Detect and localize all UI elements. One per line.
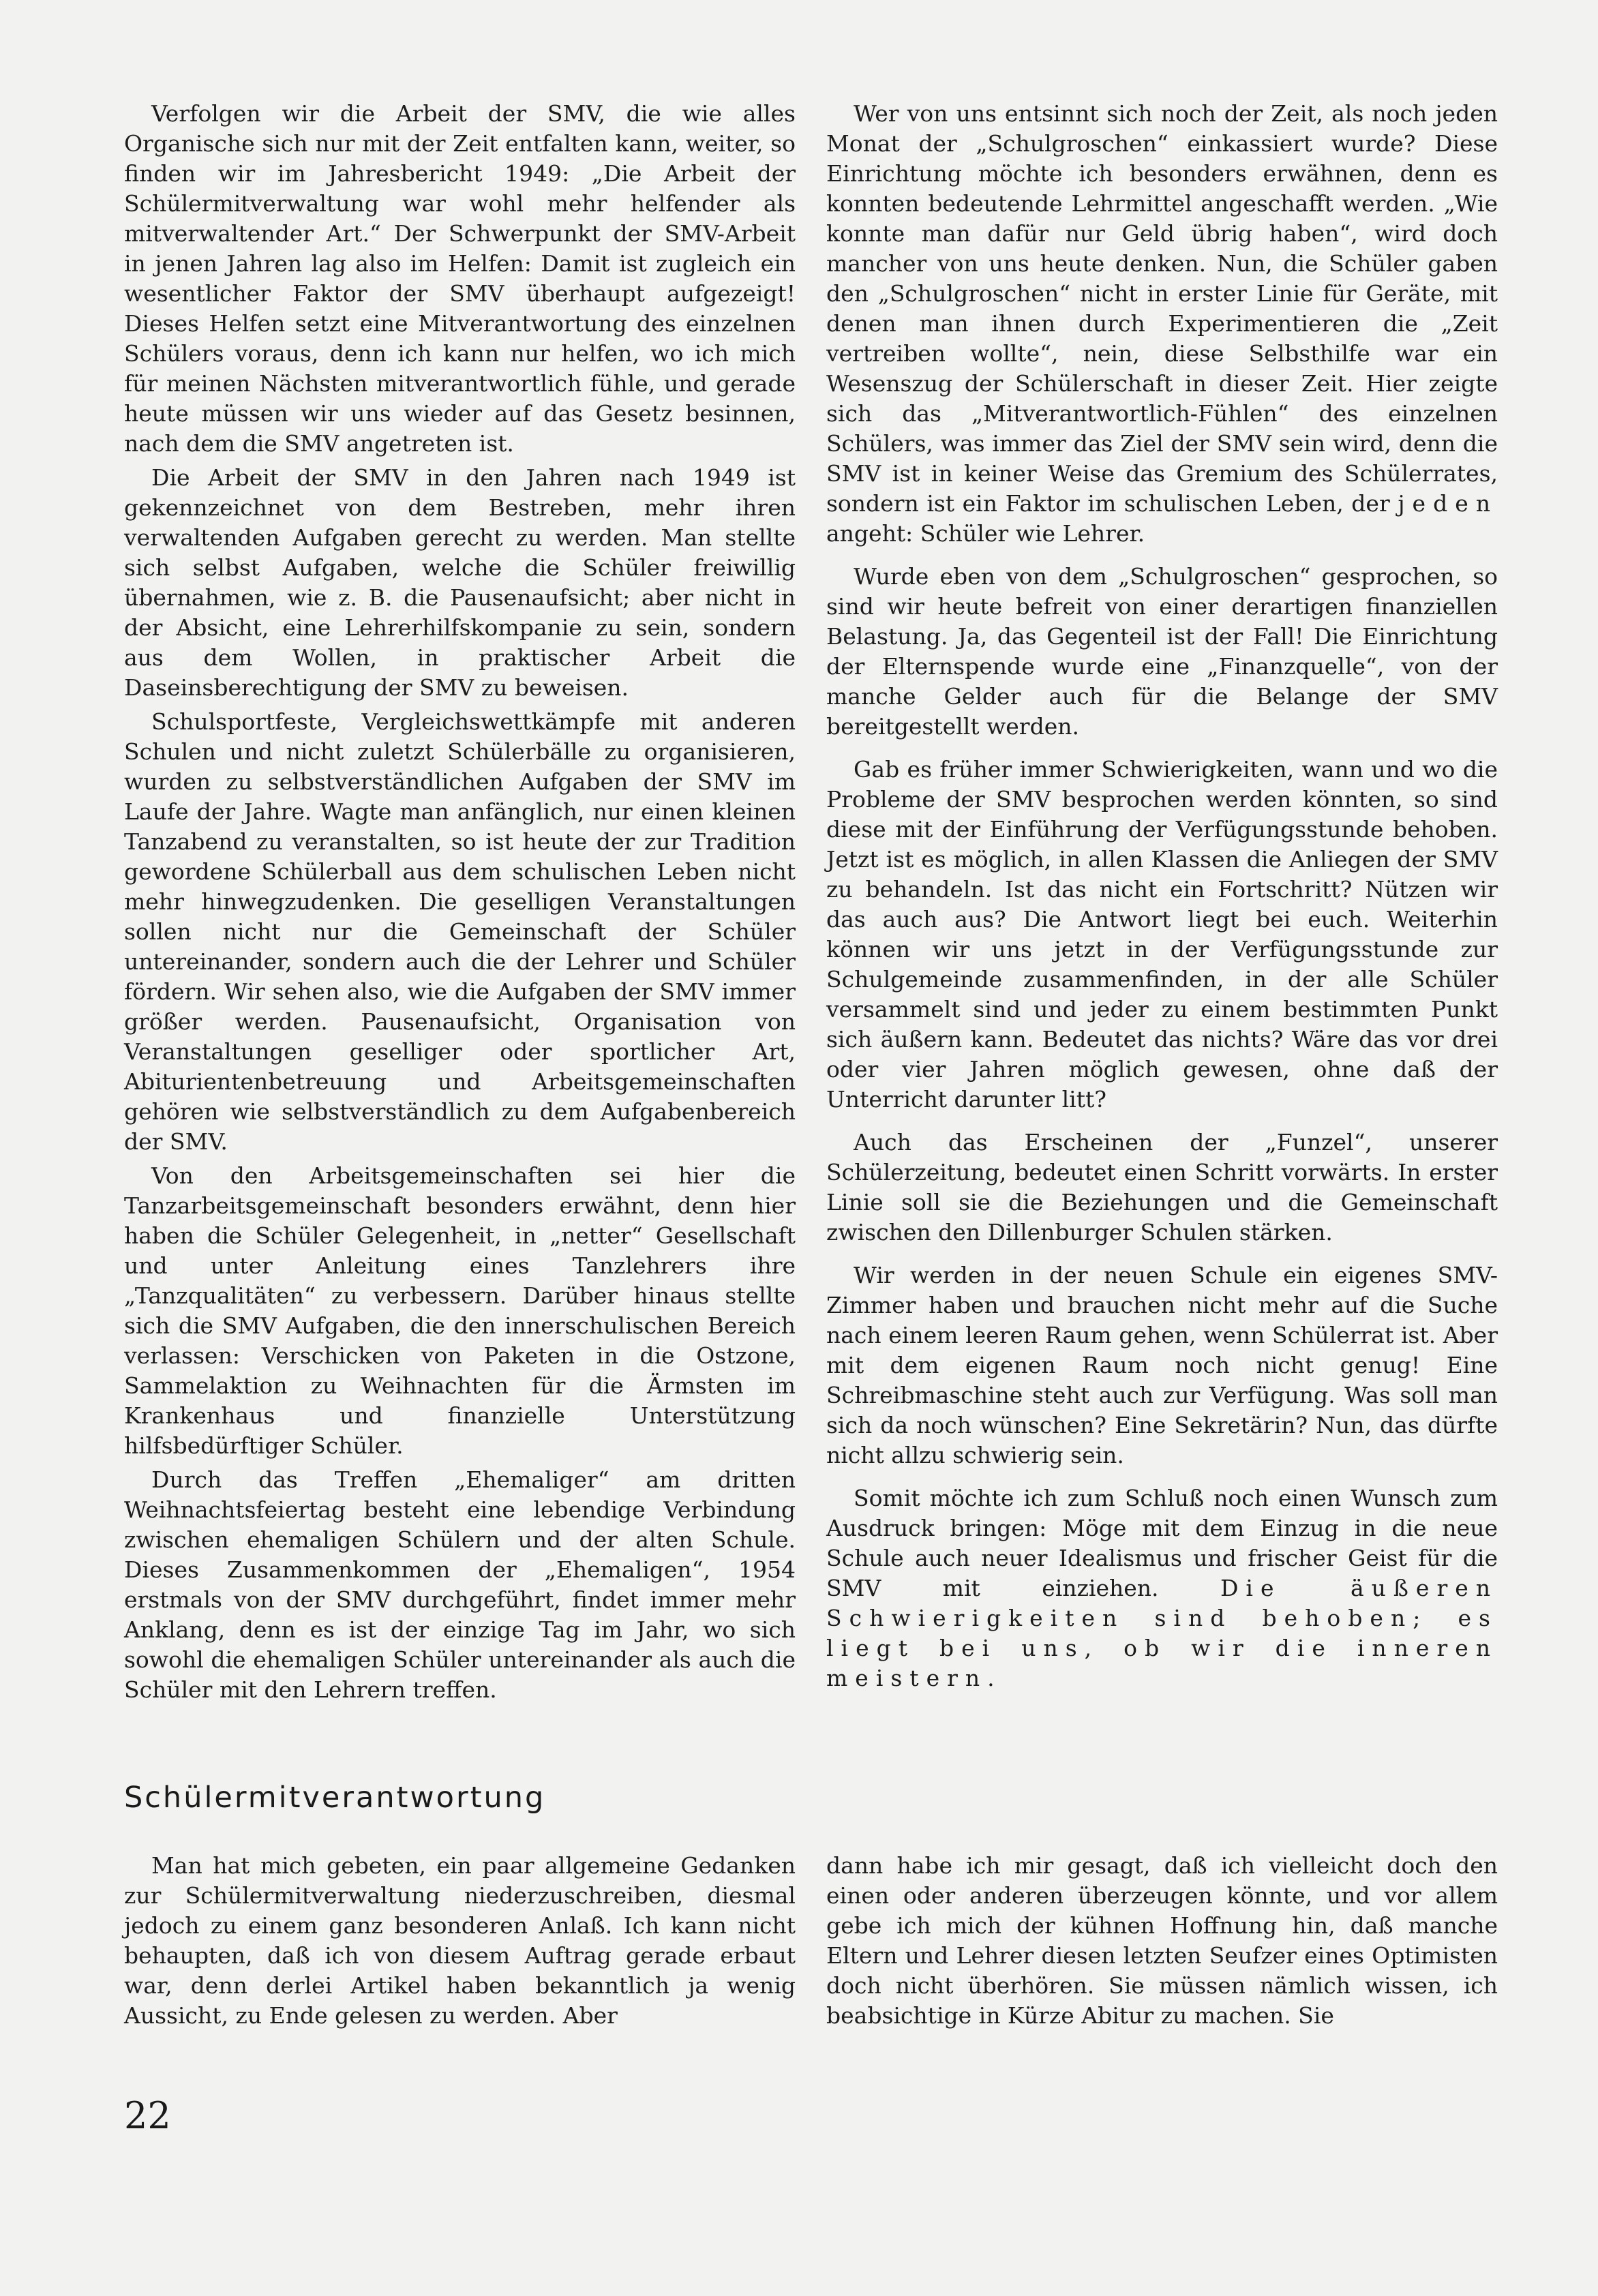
paragraph (826, 1483, 1498, 1693)
paragraph: Von den Arbeitsgemeinschaften sei hier die Tanzarbeitsgemeinschaft besonders erwähnt, denn hier haben die Schüler Gelegenheit, in „netter“ Gesellschaft und unter Anleitung eines Tanzlehrers ihre „Tanzqualitäten“ zu verbessern. Darüber hinaus stellte sich die SMV Aufgaben, die den innerschulischen Bereich verlassen: Verschicken von Paketen in die Ostzone, Sammelaktion zu Weihnachten für die Ärmsten im Krankenhaus und finanzielle Unterstützung hilfsbedürftiger Schüler. (124, 1162, 796, 1459)
page-number: 22 (124, 2094, 171, 2137)
paragraph (826, 99, 1498, 549)
section-left-column (124, 1851, 796, 2031)
paragraph: Auch das Erscheinen der „Funzel“, unserer Schülerzeitung, bedeutet einen Schritt vorwärts. In erster Linie soll sie die Beziehungen und die Gemeinschaft zwischen den Dillenburger Schulen stärken. (826, 1129, 1498, 1245)
paragraph-text-end: angeht: Schüler wie Lehrer. (826, 520, 1145, 547)
section-heading: Schülermitverantwortung (124, 1781, 546, 1815)
paragraph: Verfolgen wir die Arbeit der SMV, die wie alles Organische sich nur mit der Zeit entfalten kann, weiter, so finden wir im Jahresbericht 1949: „Die Arbeit der Schülermitverwaltung war wohl mehr helfender als mitverwaltender Art.“ Der Schwerpunkt der SMV-Arbeit in jenen Jahren lag also im Helfen: Damit ist zugleich ein wesentlicher Faktor der SMV überhaupt aufgezeigt! Dieses Helfen setzt eine Mitverantwortung des einzelnen Schülers voraus, denn ich kann nur helfen, wo ich mich für meinen Nächsten mitverantwortlich fühle, und gerade heute müssen wir uns wieder auf das Gesetz besinnen, nach dem die SMV angetreten ist. (124, 100, 796, 457)
paragraph: Gab es früher immer Schwierigkeiten, wann und wo die Probleme der SMV besprochen werden könnten, so sind diese mit der Einführung der Verfügungsstunde behoben. Jetzt ist es möglich, in allen Klassen die Anliegen der SMV zu behandeln. Ist das nicht ein Fortschritt? Nützen wir das auch aus? Die Antwort liegt bei euch. Weiterhin können wir uns jetzt in der Verfügungsstunde zur Schulgemeinde zusammenfinden, in der alle Schüler versammelt sind und jeder zu einem bestimmten Punkt sich äußern kann. Bedeutet das nichts? Wäre das vor drei oder vier Jahren möglich gewesen, ohne daß der Unterricht darunter litt? (826, 756, 1498, 1113)
paragraph: Durch das Treffen „Ehemaliger“ am dritten Weihnachtsfeiertag besteht eine lebendige Verbindung zwischen ehemaligen Schülern und der alten Schule. Dieses Zusammenkommen der „Ehemaligen“, 1954 erstmals von der SMV durchgeführt, findet immer mehr Anklang, denn es ist der einzige Tag im Jahr, wo sich sowohl die ehemaligen Schüler untereinander als auch die Schüler mit den Lehrern treffen. (124, 1466, 796, 1703)
paragraph: Die Arbeit der SMV in den Jahren nach 1949 ist gekennzeichnet von dem Bestreben, mehr ihren verwaltenden Aufgaben gerecht zu werden. Man stellte sich selbst Aufgaben, welche die Schüler freiwillig übernahmen, wie z. B. die Pausenaufsicht; aber nicht in der Absicht, eine Lehrerhilfskompanie zu sein, sondern aus dem Wollen, in praktischer Arbeit die Daseinsberechtigung der SMV zu beweisen. (124, 464, 796, 701)
left-column (124, 99, 796, 1705)
paragraph-text: Somit möchte ich zum Schluß noch einen Wunsch zum Ausdruck bringen: Möge mit dem Einzug in die neue Schule auch neuer Idealismus und frischer Geist für die SMV mit einziehen. (826, 1485, 1498, 1601)
emphasized-word: jeden (1398, 490, 1498, 517)
section-right-column (826, 1851, 1498, 2031)
paragraph: Schulsportfeste, Vergleichswettkämpfe mit anderen Schulen und nicht zuletzt Schülerbälle zu organisieren, wurden zu selbstverständlichen Aufgaben der SMV im Laufe der Jahre. Wagte man anfänglich, nur einen kleinen Tanzabend zu veranstalten, so ist heute der zur Tradition gewordene Schülerball aus dem schulischen Leben nicht mehr hinwegzudenken. Die geselligen Veranstaltungen sollen nicht nur die Gemeinschaft der Schüler untereinander, sondern auch die der Lehrer und Schüler fördern. Wir sehen also, wie die Aufgaben der SMV immer größer werden. Pausenaufsicht, Organisation von Veranstaltungen geselliger oder sportlicher Art, Abiturientenbetreuung und Arbeitsgemeinschaften gehören wie selbstverständlich zu dem Aufgabenbereich der SMV. (124, 708, 796, 1155)
paragraph: Wurde eben von dem „Schulgroschen“ gesprochen, so sind wir heute befreit von einer derartigen finanziellen Belastung. Ja, das Gegenteil ist der Fall! Die Einrichtung der Elternspende wurde eine „Finanzquelle“, von der manche Gelder auch für die Belange der SMV bereitgestellt werden. (826, 563, 1498, 740)
paragraph: Wir werden in der neuen Schule ein eigenes SMV-Zimmer haben und brauchen nicht mehr auf die Suche nach einem leeren Raum gehen, wenn Schülerrat ist. Aber mit dem eigenen Raum noch nicht genug! Eine Schreibmaschine steht auch zur Verfügung. Was soll man sich da noch wünschen? Eine Sekretärin? Nun, das dürfte nicht allzu schwierig sein. (826, 1262, 1498, 1468)
paragraph: dann habe ich mir gesagt, daß ich vielleicht doch den einen oder anderen überzeugen könnte, und vor allem gebe ich mich der kühnen Hoffnung hin, daß manche Eltern und Lehrer diesen letzten Seufzer eines Optimisten doch nicht überhören. Sie müssen nämlich wissen, ich beabsichtige in Kürze Abitur zu machen. Sie (826, 1852, 1498, 2029)
paragraph: Man hat mich gebeten, ein paar allgemeine Gedanken zur Schülermitverwaltung niederzuschreiben, diesmal jedoch zu einem ganz besonderen Anlaß. Ich kann nicht behaupten, daß ich von diesem Auftrag gerade erbaut war, denn derlei Artikel haben bekanntlich ja wenig Aussicht, zu Ende gelesen zu werden. Aber (124, 1852, 796, 2029)
emphasized-sentence: Die äußeren Schwierigkeiten sind behoben; es liegt bei uns, ob wir die inneren meistern. (826, 1575, 1498, 1691)
paragraph-text: Wer von uns entsinnt sich noch der Zeit, als noch jeden Monat der „Schulgroschen“ einkassiert wurde? Diese Einrichtung möchte ich besonders erwähnen, denn es konnten bedeutende Lehrmittel angeschafft werden. „Wie konnte man dafür nur Geld übrig haben“, wird doch mancher von uns heute denken. Nun, die Schüler gaben den „Schulgroschen“ nicht in erster Linie für Geräte, mit denen man ihnen durch Experimentieren die „Zeit vertreiben wollte“, nein, diese Selbsthilfe war ein Wesenszug der Schülerschaft in dieser Zeit. Hier zeigte sich das „Mitverantwortlich-Fühlen“ des einzelnen Schülers, was immer das Ziel der SMV sein wird, denn die SMV ist in keiner Weise das Gremium des Schülerrates, sondern ist ein Faktor im schulischen Leben, der (826, 100, 1498, 517)
right-column (826, 99, 1498, 1693)
